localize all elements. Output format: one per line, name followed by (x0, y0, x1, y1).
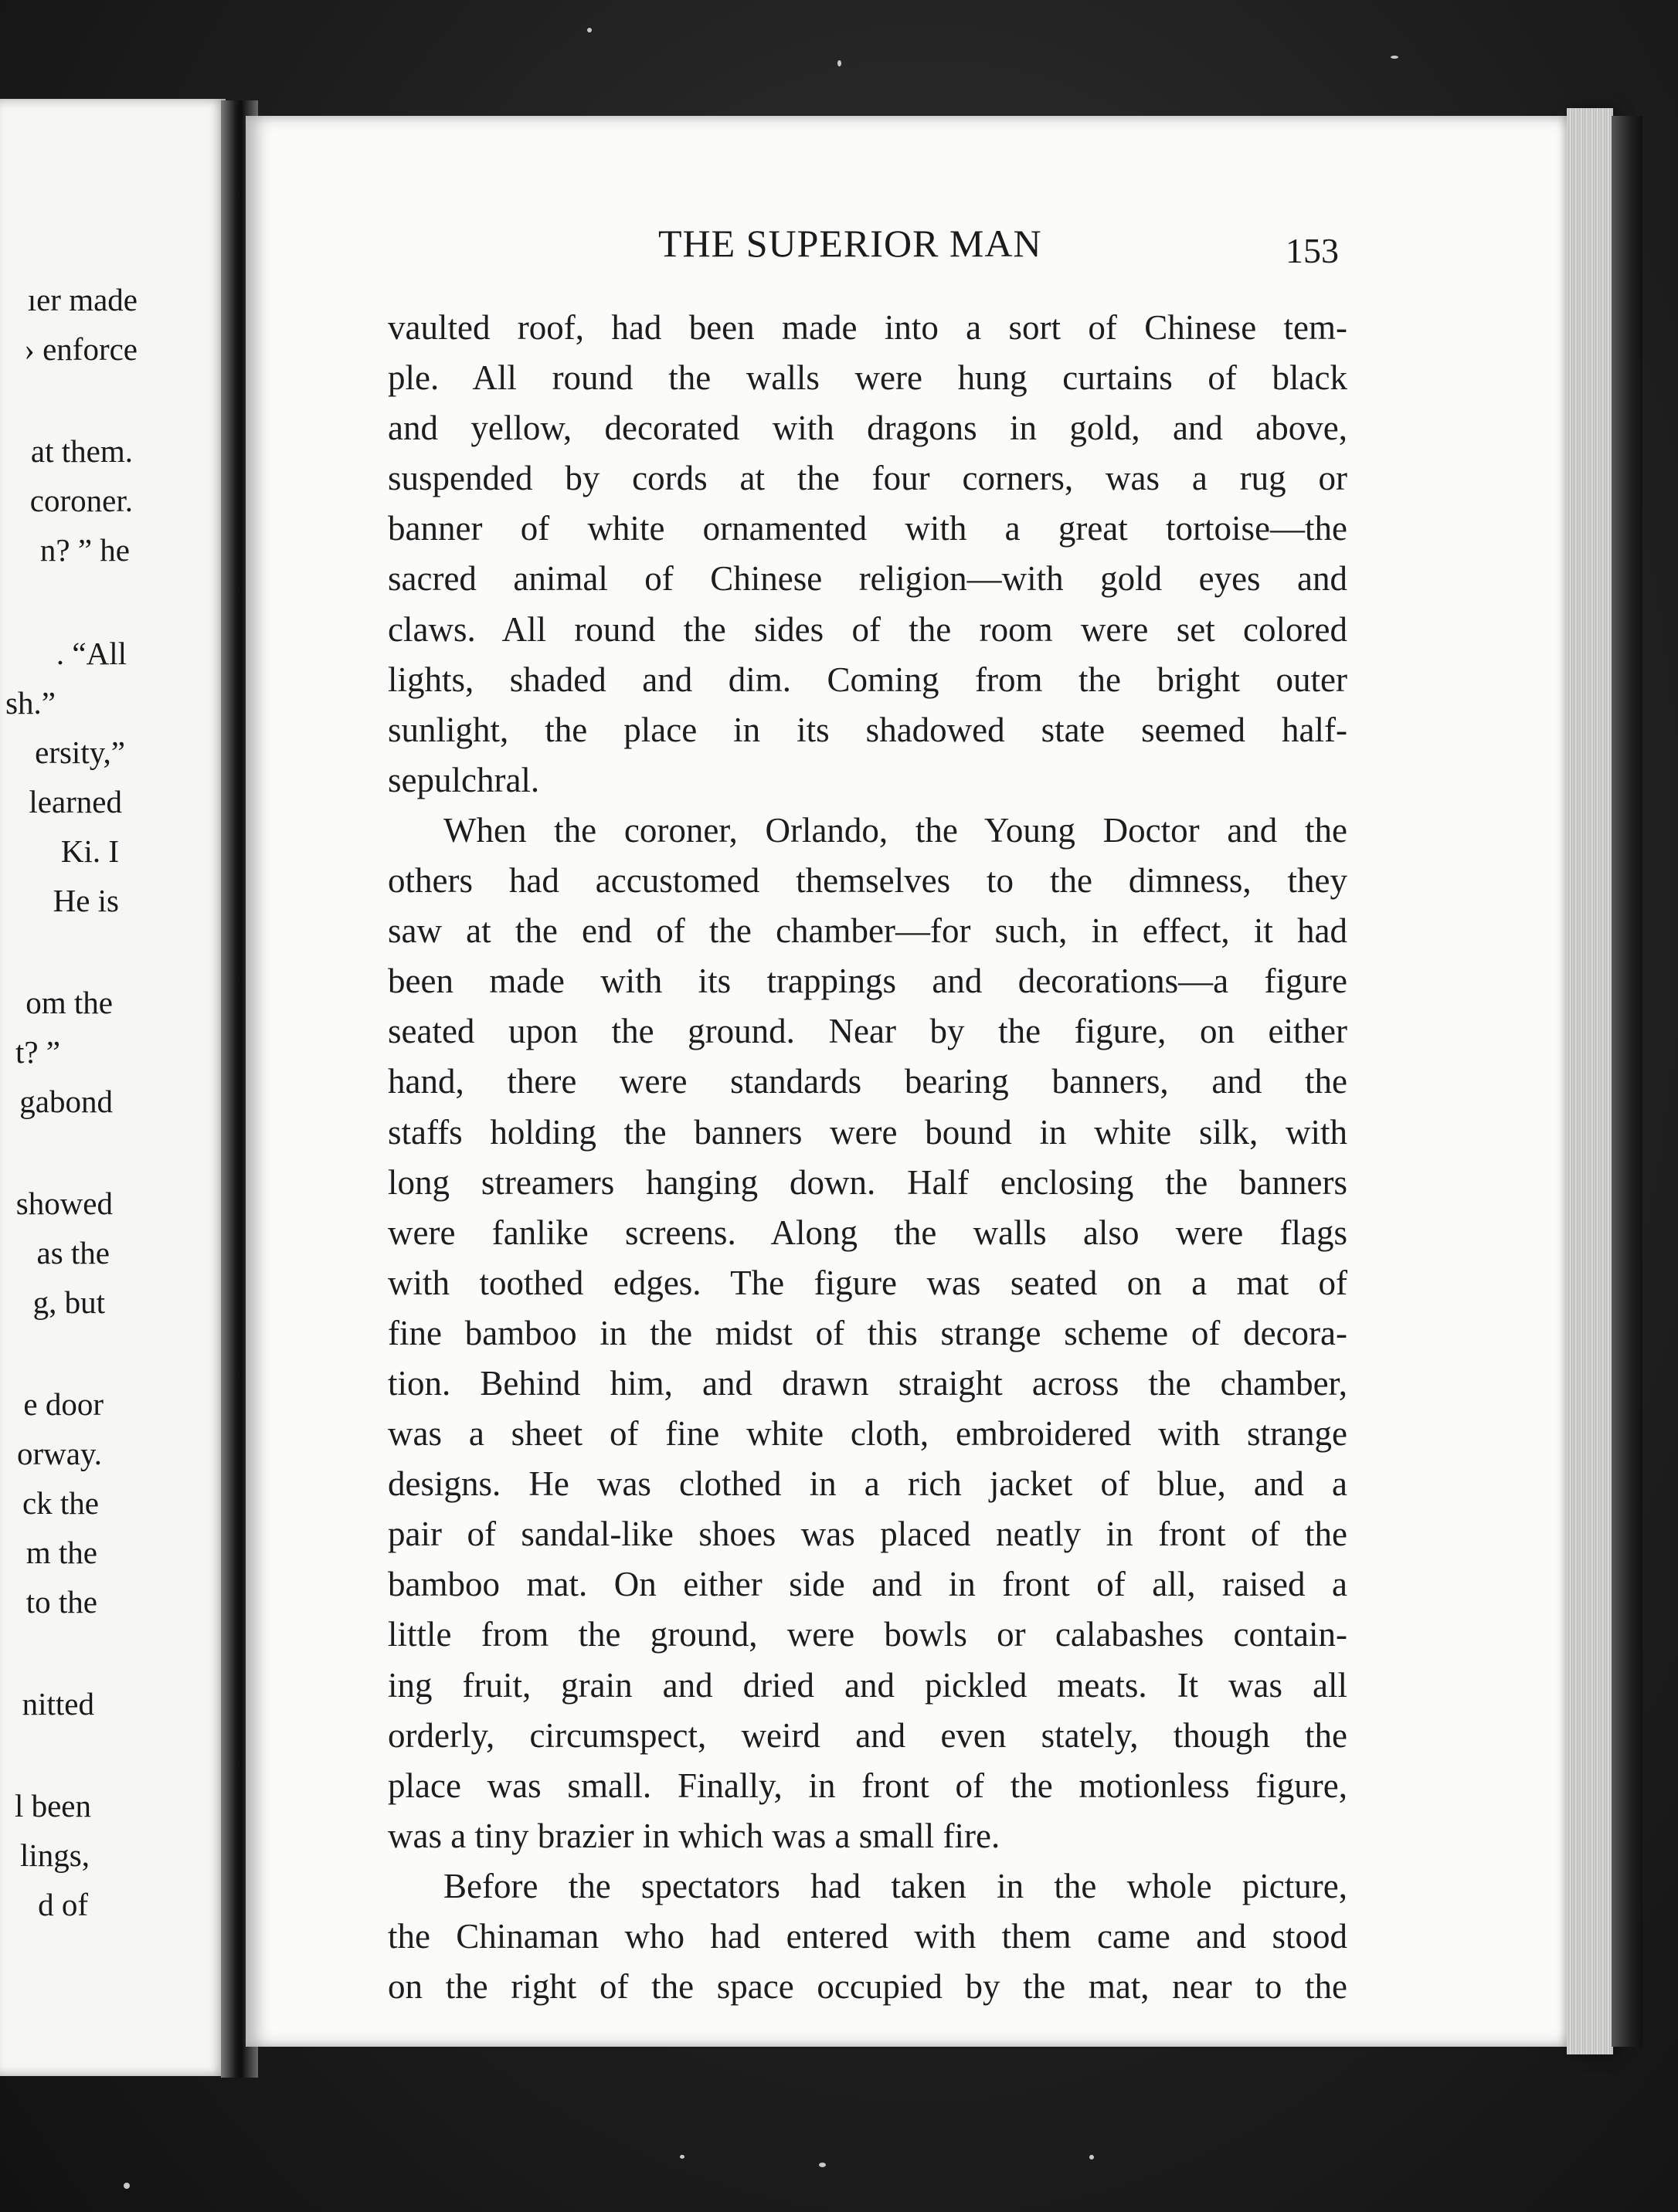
scan-speck (680, 2155, 684, 2159)
scan-speck (819, 2163, 826, 2167)
body-line: on the right of the space occupied by the mat, near to the (388, 1967, 1347, 2007)
body-line: others had accustomed themselves to the dimness, they (388, 861, 1347, 901)
body-line: designs. He was clothed in a rich jacket of blue, and a (388, 1464, 1347, 1504)
body-line: sacred animal of Chinese religion—with gold eyes and (388, 559, 1347, 599)
body-line: long streamers hanging down. Half enclosing the banners (388, 1162, 1347, 1202)
body-line: Before the spectators had taken in the whole picture, (443, 1866, 1347, 1905)
left-page-line: . “All (56, 636, 127, 671)
body-line: little from the ground, were bowls or calabashes contain- (388, 1615, 1347, 1654)
scan-speck (1391, 56, 1398, 59)
body-line: When the coroner, Orlando, the Young Doctor and the (443, 810, 1347, 850)
left-page-line: t? ” (15, 1034, 60, 1070)
body-line: suspended by cords at the four corners, was a rug or (388, 459, 1347, 498)
left-page-line: as the (36, 1235, 110, 1271)
body-line: staffs holding the banners were bound in white silk, with (388, 1112, 1347, 1152)
scan-speck (587, 28, 592, 32)
left-page-line: d of (38, 1887, 88, 1922)
left-page (0, 99, 226, 2076)
body-line: sunlight, the place in its shadowed state seemed half- (388, 710, 1347, 749)
left-page-line: He is (53, 883, 119, 918)
running-head-title: THE SUPERIOR MAN (658, 222, 1042, 265)
body-line: saw at the end of the chamber—for such, in effect, it had (388, 911, 1347, 951)
body-line: the Chinaman who had entered with them came and stood (388, 1917, 1347, 1956)
body-line: banner of white ornamented with a great tortoise—the (388, 509, 1347, 548)
body-line: hand, there were standards bearing banners, and the (388, 1062, 1347, 1101)
left-page-text-fragments (0, 99, 226, 2076)
left-page-line: sh.” (5, 685, 56, 721)
left-page-line: gabond (19, 1084, 113, 1119)
body-line: seated upon the ground. Near by the figure, on either (388, 1012, 1347, 1051)
body-line: vaulted roof, had been made into a sort of Chinese tem- (388, 308, 1347, 347)
scan-speck (1089, 2155, 1094, 2159)
body-line: was a sheet of fine white cloth, embroidered with strange (388, 1414, 1347, 1454)
left-page-line: lings, (20, 1837, 90, 1873)
body-line: and yellow, decorated with dragons in gold, and above, (388, 409, 1347, 448)
body-line: orderly, circumspect, weird and even stately, though the (388, 1715, 1347, 1755)
left-page-line: nitted (22, 1686, 94, 1722)
left-page-line: at them. (30, 433, 133, 469)
page-number: 153 (1286, 231, 1339, 270)
body-line: lights, shaded and dim. Coming from the bright outer (388, 660, 1347, 699)
left-page-line: › enforce (24, 331, 138, 367)
body-line: sepulchral. (388, 760, 540, 799)
left-page-line: om the (25, 985, 113, 1020)
body-line: ple. All round the walls were hung curtains of black (388, 358, 1347, 398)
body-line: place was small. Finally, in front of the motionless figure, (388, 1766, 1347, 1805)
body-text (388, 303, 1347, 2012)
left-page-line: to the (25, 1584, 97, 1620)
left-page-line: e door (23, 1386, 104, 1422)
body-line: claws. All round the sides of the room were set colored (388, 609, 1347, 649)
left-page-line: Ki. I (60, 833, 119, 869)
cover-edge (1612, 116, 1642, 2047)
scan-speck (837, 60, 841, 66)
page-edges (1567, 108, 1613, 2054)
body-line: ing fruit, grain and dried and pickled meats. It was all (388, 1665, 1347, 1705)
scan-speck (124, 2183, 130, 2189)
body-line: were fanlike screens. Along the walls also were flags (388, 1213, 1347, 1252)
body-line: been made with its trappings and decorations—a figure (388, 962, 1347, 1001)
left-page-line: m the (25, 1535, 97, 1570)
left-page-line: learned (29, 784, 122, 819)
left-page-line: coroner. (29, 483, 133, 518)
left-page-line: orway. (16, 1436, 102, 1471)
body-line: was a tiny brazier in which was a small fire. (388, 1816, 1000, 1855)
body-line: fine bamboo in the midst of this strange scheme of decora- (388, 1313, 1347, 1352)
left-page-line: showed (15, 1186, 113, 1221)
left-page-line: n? ” he (39, 532, 130, 568)
left-page-line: ck the (22, 1485, 99, 1521)
body-line: tion. Behind him, and drawn straight across the chamber, (388, 1363, 1347, 1403)
body-line: pair of sandal-like shoes was placed neatly in front of the (388, 1515, 1347, 1554)
left-page-line: ıer made (27, 282, 138, 317)
body-line: bamboo mat. On either side and in front of all, raised a (388, 1565, 1347, 1604)
left-page-line: l been (14, 1788, 91, 1824)
left-page-line: ersity,” (35, 735, 125, 770)
body-line: with toothed edges. The figure was seated on a mat of (388, 1263, 1347, 1302)
left-page-line: g, but (32, 1284, 105, 1320)
